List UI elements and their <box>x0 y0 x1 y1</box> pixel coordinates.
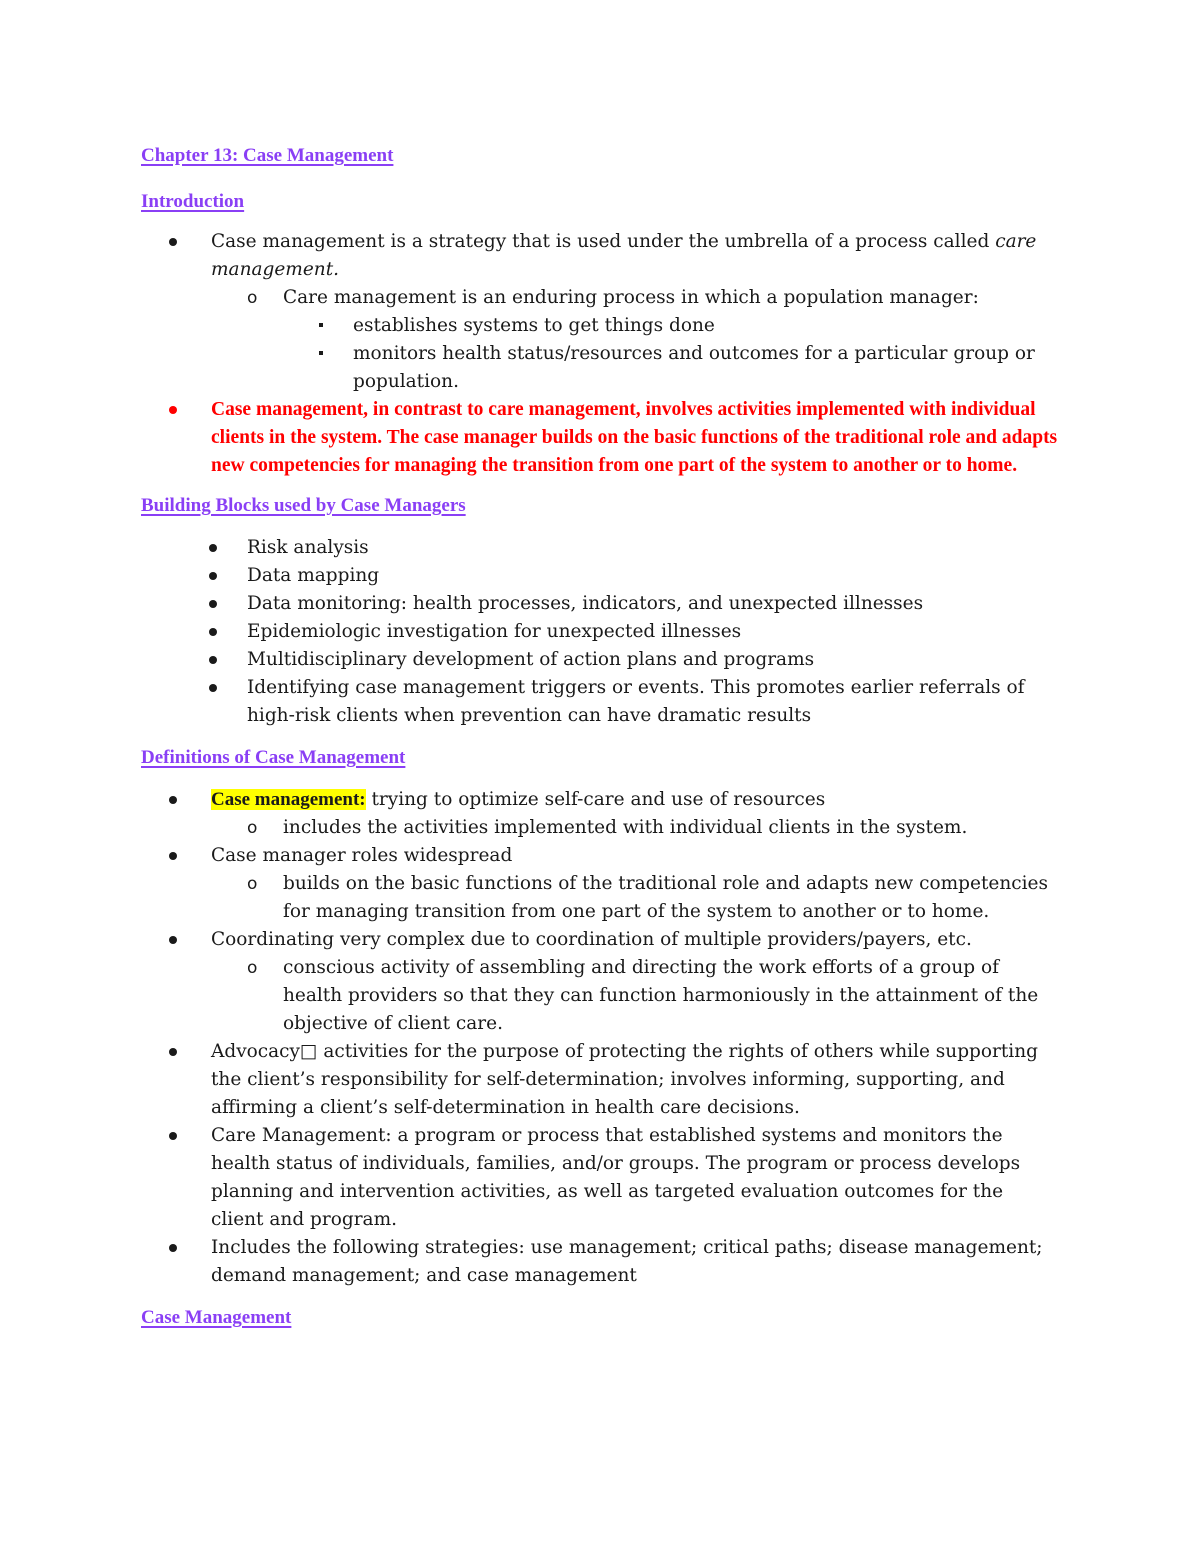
building-blocks-list <box>141 534 1061 730</box>
list-item <box>141 786 1061 842</box>
list-item <box>141 1122 1061 1234</box>
highlighted-term: Case management: <box>211 789 366 810</box>
circle-bullet-icon: o <box>247 958 258 978</box>
bullet-icon <box>209 628 217 636</box>
list-item-text: Care Management: a program or process that established systems and monitors the health status of individuals, families, and/or groups. The program or process develops planning and intervention activities, as well as targeted evaluation outcomes for the client and program. <box>211 1125 1021 1230</box>
section-heading-case-management: Case Management <box>141 1307 292 1328</box>
list-item <box>141 926 1061 1038</box>
square-bullet-icon <box>319 351 323 355</box>
circle-bullet-icon: o <box>247 818 258 838</box>
bullet-icon <box>169 406 177 414</box>
circle-bullet-icon: o <box>247 288 258 308</box>
list-item-text: Advocacy□ activities for the purpose of protecting the rights of others while supporting the client’s responsibility for self-determination; involves informing, supporting, and affirming a client’s self-determination in health care decisions. <box>211 1041 1038 1118</box>
sub-sub-list-item-text: monitors health status/resources and outcomes for a particular group or population. <box>353 343 1035 392</box>
bullet-icon <box>169 936 177 944</box>
bullet-icon <box>209 656 217 664</box>
list-item <box>141 646 1061 674</box>
sub-list-item-text: includes the activities implemented with individual clients in the system. <box>283 817 968 838</box>
sub-list-item <box>141 870 1061 926</box>
sub-list-item <box>141 284 1061 396</box>
bullet-icon <box>169 1048 177 1056</box>
bullet-icon <box>209 684 217 692</box>
square-bullet-icon <box>319 323 323 327</box>
list-item-text: Case management is a strategy that is used under the umbrella of a process called <box>211 231 996 252</box>
section-heading-definitions: Definitions of Case Management <box>141 747 406 768</box>
sub-sub-list-item <box>141 340 1061 396</box>
sub-list-item <box>141 954 1061 1038</box>
bullet-icon <box>169 1132 177 1140</box>
sub-list <box>211 284 1061 396</box>
bullet-icon <box>169 1244 177 1252</box>
section-heading-building-blocks: Building Blocks used by Case Managers <box>141 495 466 516</box>
list-item <box>141 534 1061 562</box>
definitions-list <box>141 786 1061 1290</box>
circle-bullet-icon: o <box>247 874 258 894</box>
sub-list <box>211 870 1061 926</box>
document-body <box>141 142 1061 1332</box>
list-item <box>141 618 1061 646</box>
sub-sub-list-item <box>141 312 1061 340</box>
sub-list-item <box>141 814 1061 842</box>
section-heading-introduction: Introduction <box>141 191 245 212</box>
list-item-text: Includes the following strategies: use management; critical paths; disease management; demand management; and case management <box>211 1237 1043 1286</box>
list-item-text: Data mapping <box>247 565 380 586</box>
list-item <box>141 562 1061 590</box>
list-item-text: Identifying case management triggers or events. This promotes earlier referrals of high-risk clients when prevention can have dramatic results <box>247 677 1025 726</box>
list-item <box>141 228 1061 396</box>
sub-list-item-text: builds on the basic functions of the traditional role and adapts new competencies for managing transition from one part of the system to another or to home. <box>283 873 1048 922</box>
introduction-list <box>141 228 1061 480</box>
bullet-icon <box>169 852 177 860</box>
list-item-emphasized <box>141 396 1061 480</box>
sub-list <box>211 954 1061 1038</box>
sub-sub-list <box>283 312 1061 396</box>
list-item-emphasis: care management. <box>211 231 1037 280</box>
list-item-text: Epidemiologic investigation for unexpected illnesses <box>247 621 742 642</box>
list-item <box>141 1038 1061 1122</box>
list-item <box>141 590 1061 618</box>
list-item-text: Case manager roles widespread <box>211 845 513 866</box>
sub-list-item-text: conscious activity of assembling and directing the work efforts of a group of health providers so that they can function harmoniously in the attainment of the objective of client care. <box>283 957 1039 1034</box>
list-item-text: Risk analysis <box>247 537 369 558</box>
list-item-text: Coordinating very complex due to coordination of multiple providers/payers, etc. <box>211 929 972 950</box>
list-item-text: Data monitoring: health processes, indicators, and unexpected illnesses <box>247 593 924 614</box>
sub-list <box>211 814 1061 842</box>
bullet-icon <box>209 600 217 608</box>
sub-sub-list-item-text: establishes systems to get things done <box>353 315 715 336</box>
list-item <box>141 842 1061 926</box>
bullet-icon <box>169 238 177 246</box>
bullet-icon <box>169 796 177 804</box>
emphasized-text: Case management, in contrast to care management, involves activities implemented with individual clients in the system. The case manager builds on the basic functions of the traditional role and adapts new competencies for managing the transition from one part of the system to another or to home. <box>211 399 1058 476</box>
chapter-title: Chapter 13: Case Management <box>141 145 394 166</box>
list-item-text: trying to optimize self-care and use of resources <box>365 789 826 810</box>
sub-list-item-text: Care management is an enduring process in which a population manager: <box>283 287 979 308</box>
bullet-icon <box>209 544 217 552</box>
list-item <box>141 1234 1061 1290</box>
list-item <box>141 674 1061 730</box>
bullet-icon <box>209 572 217 580</box>
list-item-text: Multidisciplinary development of action plans and programs <box>247 649 815 670</box>
